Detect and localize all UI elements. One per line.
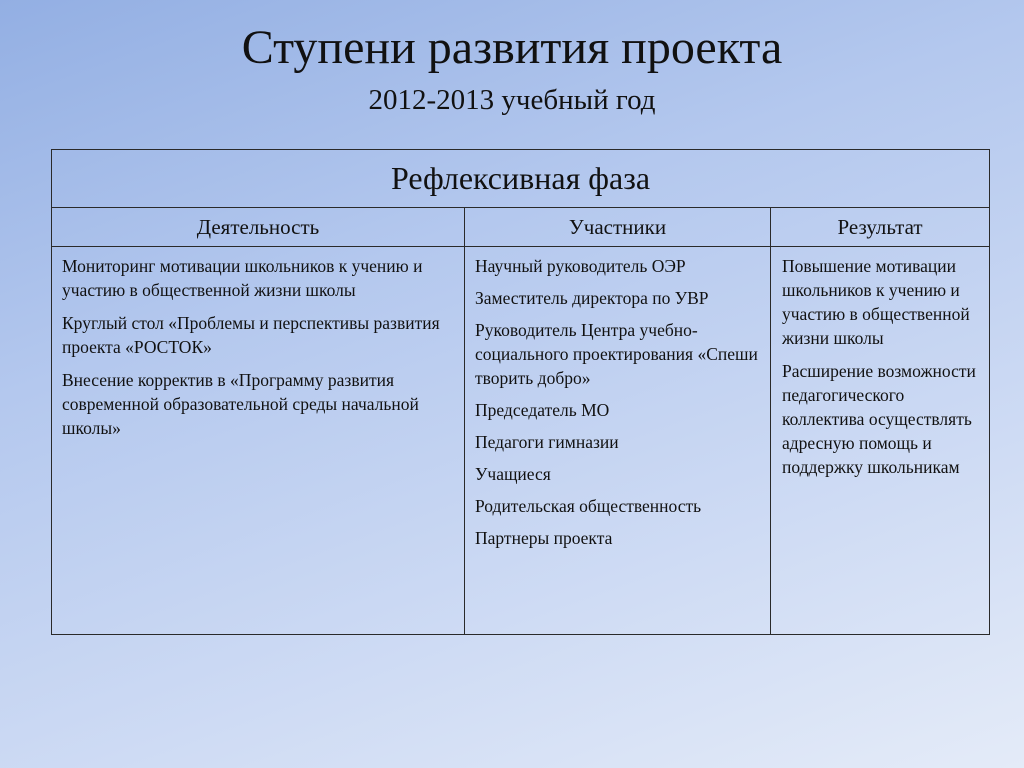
column-header-participants: Участники: [465, 208, 771, 247]
participants-cell: [465, 247, 771, 635]
participant-item: Партнеры проекта: [475, 528, 613, 548]
activity-item: Внесение корректив в «Программу развития современной образовательной среды начальной школы»: [62, 370, 419, 438]
activity-item: Круглый стол «Проблемы и перспективы развития проекта «РОСТОК»: [62, 313, 440, 357]
participant-item: Научный руководитель ОЭР: [475, 256, 686, 276]
participant-item: Руководитель Центра учебно-социального проектирования «Спеши творить добро»: [475, 320, 758, 388]
result-item: Расширение возможности педагогического коллектива осуществлять адресную помощь и поддержку школьникам: [782, 361, 976, 477]
phase-row: [52, 150, 990, 208]
slide-title: Ступени развития проекта: [241, 21, 783, 74]
column-header-activity: Деятельность: [52, 208, 465, 247]
participant-item: Педагоги гимназии: [475, 432, 619, 452]
participant-item: Заместитель директора по УВР: [475, 288, 709, 308]
column-header-row: [52, 208, 990, 247]
participant-item: Учащиеся: [475, 464, 551, 484]
results-cell: [771, 247, 990, 635]
participant-item: Родительская общественность: [475, 496, 702, 516]
column-header-result: Результат: [771, 208, 990, 247]
phase-table: [51, 149, 990, 635]
slide-subtitle: 2012-2013 учебный год: [368, 84, 656, 116]
participant-item: Председатель МО: [475, 400, 610, 420]
activities-cell: [52, 247, 465, 635]
result-item: Повышение мотивации школьников к учению и участию в общественной жизни школы: [782, 256, 970, 348]
table-row: [52, 247, 990, 635]
activity-item: Мониторинг мотивации школьников к учению и участию в общественной жизни школы: [62, 256, 423, 300]
phase-title: Рефлексивная фаза: [52, 150, 990, 208]
